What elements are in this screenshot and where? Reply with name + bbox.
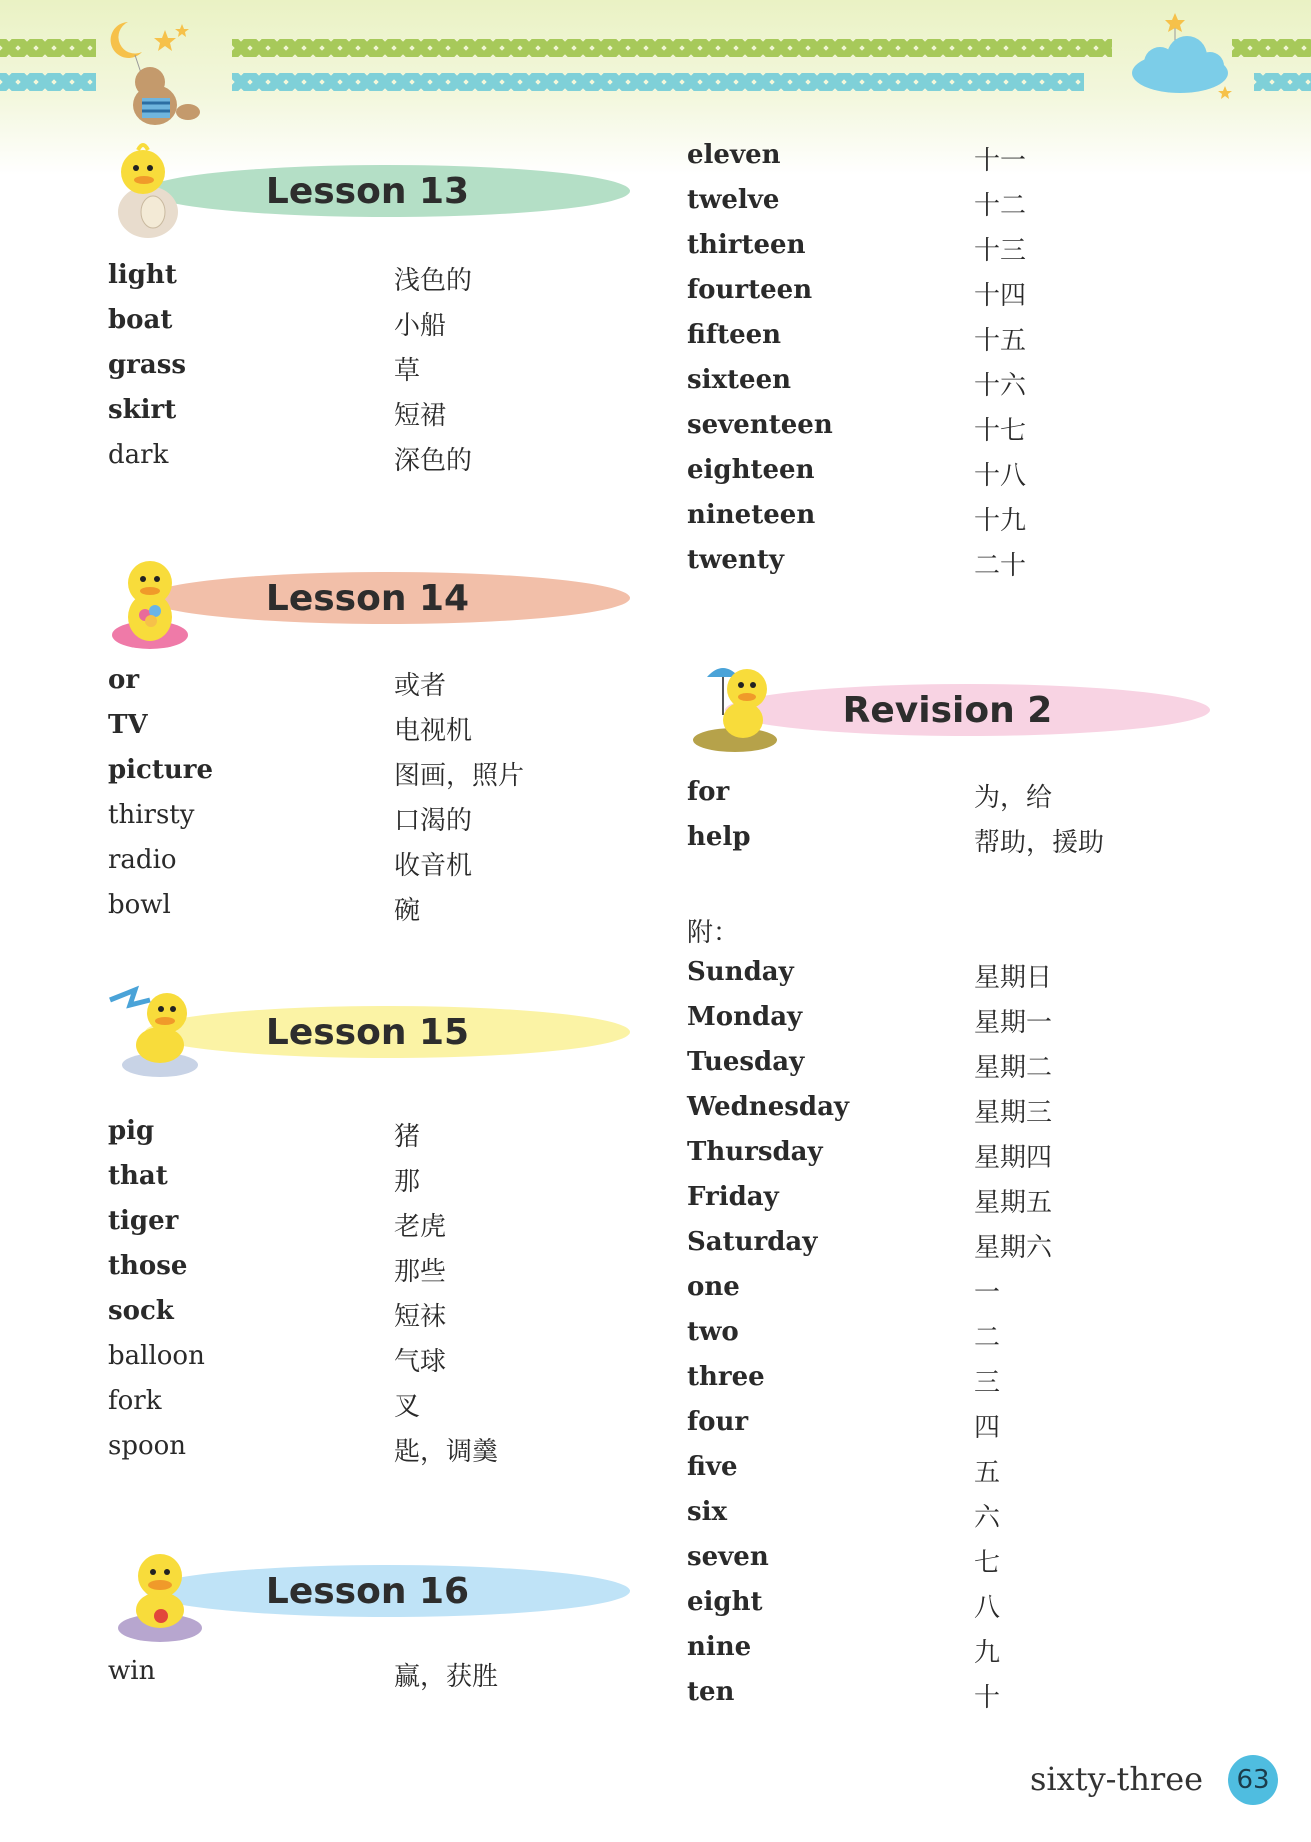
english-word: seventeen <box>687 410 833 440</box>
chinese-meaning: 短裙 <box>394 401 447 431</box>
chinese-meaning: 七 <box>974 1548 1001 1578</box>
revision-2-banner <box>725 684 1210 736</box>
chinese-meaning: 十六 <box>974 371 1027 401</box>
chinese-meaning: 或者 <box>394 671 447 701</box>
duck-illustration-lesson-15 <box>105 975 205 1085</box>
chinese-meaning: 十八 <box>974 461 1027 491</box>
english-word: eight <box>687 1587 763 1617</box>
chinese-meaning: 收音机 <box>394 851 473 881</box>
chinese-meaning: 碗 <box>394 896 421 926</box>
english-word: that <box>108 1161 168 1191</box>
english-word: ten <box>687 1677 735 1707</box>
english-word: fourteen <box>687 275 813 305</box>
english-word: six <box>687 1497 728 1527</box>
lesson-14-title: Lesson 14 <box>265 577 470 619</box>
english-word: seven <box>687 1542 769 1572</box>
lesson-16-title: Lesson 16 <box>265 1570 470 1612</box>
english-word: help <box>687 822 751 852</box>
chinese-meaning: 电视机 <box>394 716 473 746</box>
english-word: nineteen <box>687 500 816 530</box>
english-word: balloon <box>108 1341 205 1371</box>
chinese-meaning: 星期四 <box>974 1143 1053 1173</box>
english-word: nine <box>687 1632 752 1662</box>
chinese-meaning: 十五 <box>974 326 1027 356</box>
english-word: pig <box>108 1116 155 1146</box>
chinese-meaning: 五 <box>974 1458 1001 1488</box>
chinese-meaning: 星期五 <box>974 1188 1053 1218</box>
chinese-meaning: 二 <box>974 1323 1001 1353</box>
english-word: bowl <box>108 890 171 920</box>
chinese-meaning: 短袜 <box>394 1302 447 1332</box>
chinese-meaning: 猪 <box>394 1122 421 1152</box>
english-word: Saturday <box>687 1227 818 1257</box>
chinese-meaning: 深色的 <box>394 446 473 476</box>
lesson-13-banner <box>145 165 630 217</box>
english-word: thirteen <box>687 230 806 260</box>
english-word: thirsty <box>108 800 195 830</box>
english-word: five <box>687 1452 738 1482</box>
chinese-meaning: 一 <box>974 1278 1001 1308</box>
duck-illustration-lesson-16 <box>105 1540 215 1645</box>
chinese-meaning: 星期三 <box>974 1098 1053 1128</box>
chinese-meaning: 八 <box>974 1593 1001 1623</box>
english-word: three <box>687 1362 765 1392</box>
english-word: eleven <box>687 140 781 170</box>
chinese-meaning: 六 <box>974 1503 1001 1533</box>
diamond-border-top-right <box>1232 36 1311 60</box>
english-word: light <box>108 260 177 290</box>
english-word: for <box>687 777 730 807</box>
english-word: fifteen <box>687 320 782 350</box>
english-word: boat <box>108 305 173 335</box>
chinese-meaning: 二十 <box>974 551 1027 581</box>
lesson-14-banner <box>145 572 630 624</box>
duck-illustration-lesson-13 <box>108 132 188 242</box>
lesson-15-banner <box>145 1006 630 1058</box>
english-word: Monday <box>687 1002 803 1032</box>
english-word: four <box>687 1407 749 1437</box>
chinese-meaning: 叉 <box>394 1392 421 1422</box>
english-word: fork <box>108 1386 162 1416</box>
english-word: skirt <box>108 395 177 425</box>
chinese-meaning: 十七 <box>974 416 1027 446</box>
english-word: grass <box>108 350 186 380</box>
english-word: Friday <box>687 1182 779 1212</box>
lesson-15-title: Lesson 15 <box>265 1011 470 1053</box>
english-word: tiger <box>108 1206 179 1236</box>
english-word: twelve <box>687 185 780 215</box>
chinese-meaning: 十二 <box>974 191 1027 221</box>
cloud-illustration <box>1125 8 1235 108</box>
diamond-border-top-left <box>0 36 96 60</box>
english-word: sock <box>108 1296 174 1326</box>
chinese-meaning: 图画，照片 <box>394 761 525 791</box>
english-word: or <box>108 665 140 695</box>
english-word: one <box>687 1272 740 1302</box>
english-word: dark <box>108 440 169 470</box>
english-word: twenty <box>687 545 784 575</box>
diamond-border-bottom-center <box>232 70 1084 94</box>
english-word: sixteen <box>687 365 792 395</box>
english-word: Thursday <box>687 1137 823 1167</box>
moon-bear-illustration <box>100 10 230 150</box>
duck-illustration-revision-2 <box>685 655 785 755</box>
chinese-meaning: 十一 <box>974 146 1027 176</box>
english-word: Wednesday <box>687 1092 850 1122</box>
english-word: those <box>108 1251 188 1281</box>
chinese-meaning: 十四 <box>974 281 1027 311</box>
chinese-meaning: 小船 <box>394 311 447 341</box>
chinese-meaning: 十 <box>974 1683 1001 1713</box>
chinese-meaning: 三 <box>974 1368 1001 1398</box>
lesson-13-title: Lesson 13 <box>265 170 470 212</box>
page-number-badge: 63 <box>1228 1755 1278 1805</box>
chinese-meaning: 星期六 <box>974 1233 1053 1263</box>
diamond-border-bottom-right <box>1254 70 1311 94</box>
chinese-meaning: 星期二 <box>974 1053 1053 1083</box>
chinese-meaning: 九 <box>974 1638 1001 1668</box>
english-word: eighteen <box>687 455 815 485</box>
chinese-meaning: 十三 <box>974 236 1027 266</box>
chinese-meaning: 草 <box>394 356 421 386</box>
chinese-meaning: 星期一 <box>974 1008 1053 1038</box>
english-word: radio <box>108 845 177 875</box>
chinese-meaning: 帮助，援助 <box>974 828 1105 858</box>
diamond-border-top-center <box>232 36 1112 60</box>
appendix-label: 附： <box>687 918 740 948</box>
chinese-meaning: 匙，调羹 <box>394 1437 499 1467</box>
chinese-meaning: 为，给 <box>974 783 1053 813</box>
english-word: spoon <box>108 1431 187 1461</box>
chinese-meaning: 老虎 <box>394 1212 447 1242</box>
revision-2-title: Revision 2 <box>842 689 1053 731</box>
chinese-meaning: 四 <box>974 1413 1001 1443</box>
english-word: win <box>108 1656 156 1686</box>
chinese-meaning: 赢，获胜 <box>394 1662 499 1692</box>
chinese-meaning: 那 <box>394 1167 421 1197</box>
english-word: Sunday <box>687 957 794 987</box>
page-number-word: sixty-three <box>1030 1760 1204 1798</box>
english-word: TV <box>108 710 148 740</box>
english-word: Tuesday <box>687 1047 805 1077</box>
chinese-meaning: 星期日 <box>974 963 1053 993</box>
chinese-meaning: 那些 <box>394 1257 447 1287</box>
chinese-meaning: 口渴的 <box>394 806 473 836</box>
english-word: two <box>687 1317 739 1347</box>
chinese-meaning: 十九 <box>974 506 1027 536</box>
diamond-border-bottom-left <box>0 70 96 94</box>
duck-illustration-lesson-14 <box>105 545 195 655</box>
chinese-meaning: 气球 <box>394 1347 447 1377</box>
lesson-16-banner <box>145 1565 630 1617</box>
english-word: picture <box>108 755 214 785</box>
chinese-meaning: 浅色的 <box>394 266 473 296</box>
